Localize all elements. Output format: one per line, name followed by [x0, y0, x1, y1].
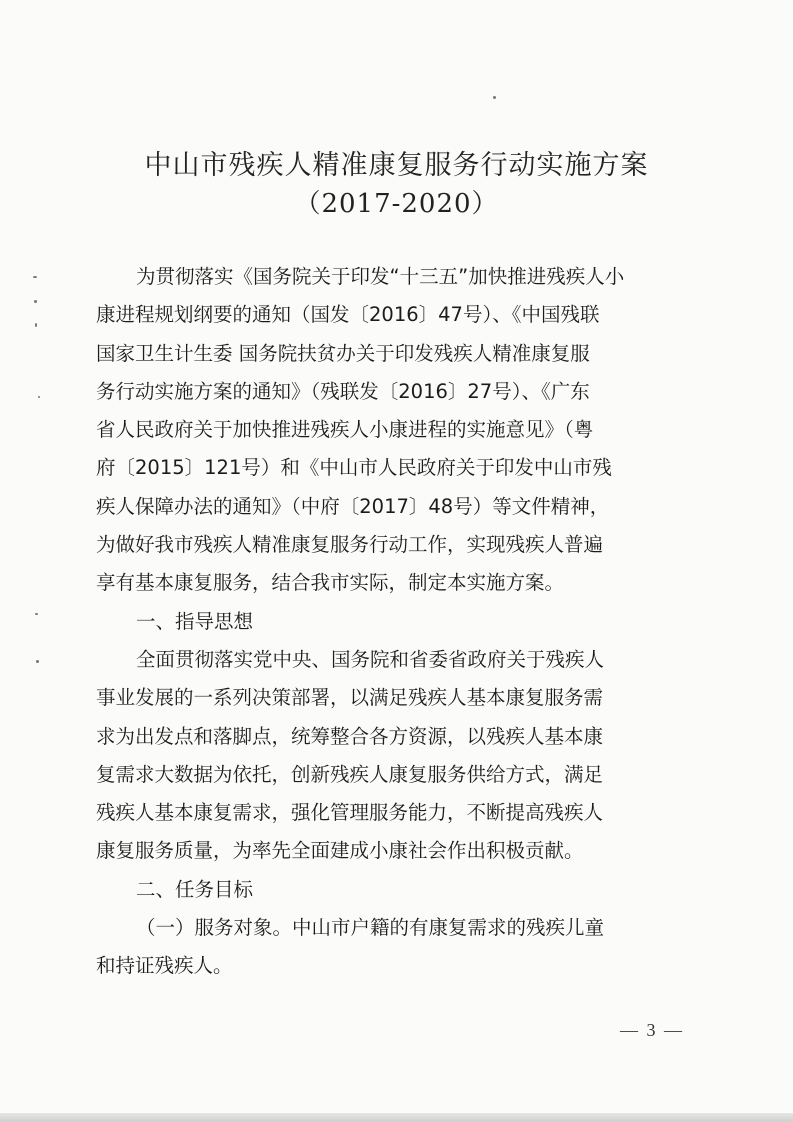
text-line: （一）服务对象。中山市户籍的有康复需求的残疾儿童: [136, 916, 605, 939]
section-heading-task-goals: [96, 871, 696, 909]
text-line: 为贯彻落实《国务院关于印发“十三五”加快推进残疾人小: [136, 265, 625, 288]
page-subtitle: （2017-2020）: [294, 189, 499, 219]
paragraph-service-target: [96, 909, 696, 986]
text-line: 国家卫生计生委 国务院扶贫办关于印发残疾人精准康复服: [96, 341, 590, 365]
text-line: 府〔2015〕121号）和《中山市人民政府关于印发中山市残: [96, 456, 612, 480]
scan-speck: [493, 96, 496, 99]
text-line: 康复服务质量，为率先全面建成小康社会作出积极贡献。: [96, 839, 584, 863]
text-line: 康进程规划纲要的通知（国发〔2016〕47号）、《中国残联: [96, 303, 600, 327]
text-line: 务行动实施方案的通知》（残联发〔2016〕27号）、《广东: [96, 379, 590, 403]
text-line: 享有基本康复服务，结合我市实际，制定本实施方案。: [96, 571, 565, 595]
scan-speck: [33, 276, 37, 278]
section-heading: 二、任务目标: [136, 878, 254, 901]
paragraph-guiding-thought: [96, 641, 696, 871]
page-number: — 3 —: [620, 1020, 684, 1040]
text-line: 残疾人基本康复需求，强化管理服务能力，不断提高残疾人: [96, 801, 604, 825]
text-line: 复需求大数据为依托，创新残疾人康复服务供给方式，满足: [96, 762, 604, 786]
text-line: 全面贯彻落实党中央、国务院和省委省政府关于残疾人: [136, 648, 605, 671]
scan-speck: [35, 613, 38, 615]
text-line: 为做好我市残疾人精准康复服务行动工作，实现残疾人普遍: [96, 533, 604, 557]
text-line: 事业发展的一系列决策部署，以满足残疾人基本康复服务需: [96, 686, 604, 710]
scan-speck: [35, 323, 37, 327]
scan-bottom-edge: [0, 1113, 793, 1122]
scan-speck: [36, 660, 39, 663]
section-heading-guiding-thought: [96, 603, 696, 641]
text-line: 和持证残疾人。: [96, 954, 233, 978]
scan-speck: [34, 300, 37, 303]
page-title: 中山市残疾人精准康复服务行动实施方案: [144, 150, 649, 181]
paragraph-intro: [96, 258, 696, 603]
text-line: 求为出发点和落脚点，统筹整合各方资源，以残疾人基本康: [96, 724, 604, 748]
scan-speck: [38, 396, 40, 398]
text-line: 省人民政府关于加快推进残疾人小康进程的实施意见》（粤: [96, 418, 594, 442]
section-heading: 一、指导思想: [136, 610, 254, 633]
text-line: 疾人保障办法的通知》（中府〔2017〕48号）等文件精神，: [96, 494, 610, 518]
